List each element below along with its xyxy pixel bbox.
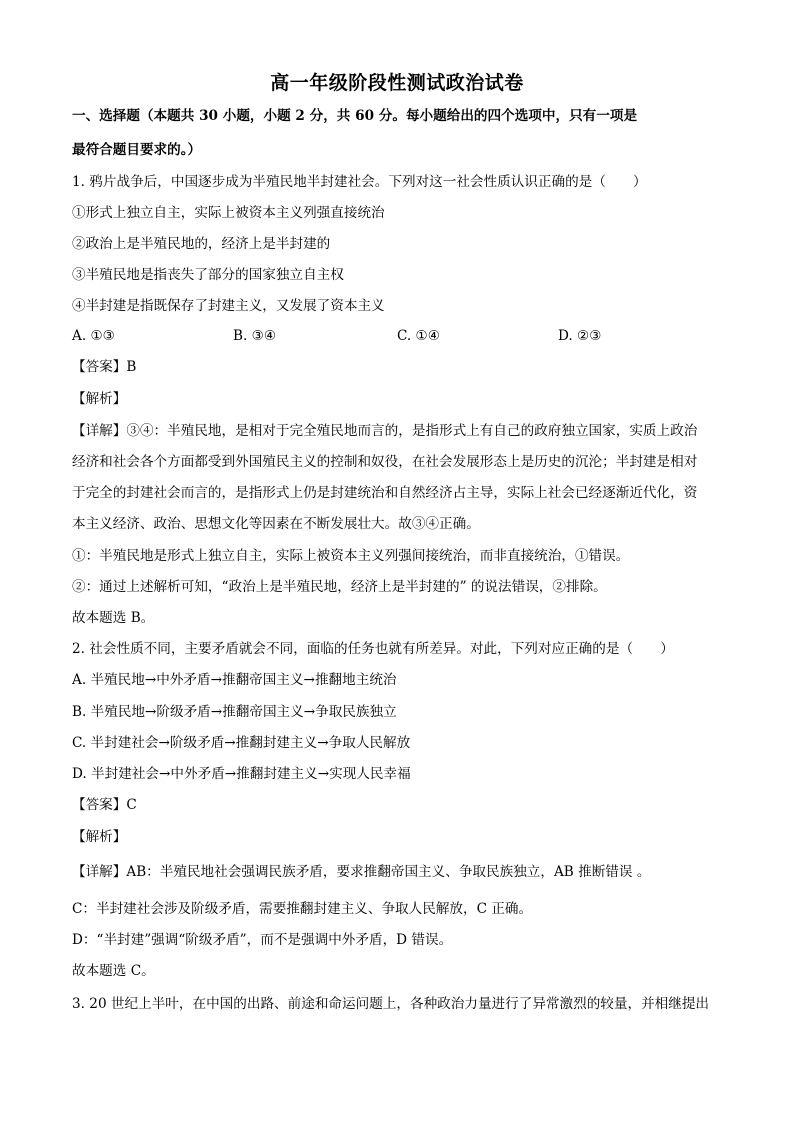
q2-detail-line-3: D：“半封建”强调“阶级矛盾”，而不是强调中外矛盾，D 错误。 [72,932,453,948]
q1-stem: 1. 鸦片战争后，中国逐步成为半殖民地半封建社会。下列对这一社会性质认识正确的是（ ） [72,174,647,190]
q2-analysis-label: 【解析】 [72,829,127,845]
q1-detail-line-1: 【详解】③④：半殖民地，是相对于完全殖民地而言的，是指形式上有自己的政府独立国家，实质上政治 [72,423,698,439]
q1-statement-1: ①形式上独立自主，实际上被资本主义列强直接统治 [72,205,385,221]
q1-options [72,326,732,346]
q1-option-a: A. ①③ [72,328,115,344]
q2-answer: 【答案】C [72,797,137,813]
q2-option-b: B. 半殖民地→阶级矛盾→推翻帝国主义→争取民族独立 [72,704,397,720]
section-heading-line-1: 一、选择题（本题共 30 小题，小题 2 分，共 60 分。每小题给出的四个选项中，只有一项是 [72,108,638,124]
q1-detail-line-6: ②：通过上述解析可知，“政治上是半殖民地，经济上是半封建的” 的说法错误，②排除。 [72,579,607,595]
q1-detail-line-2: 经济和社会各个方面都受到外国殖民主义的控制和奴役，在社会发展形态上是历史的沉沦；半封建是相对 [72,454,698,470]
q2-detail-line-2: C：半封建社会涉及阶级矛盾，需要推翻封建主义、争取人民解放，C 正确。 [72,901,533,917]
q1-statement-4: ④半封建是指既保存了封建主义，又发展了资本主义 [72,298,385,314]
q1-detail-line-7: 故本题选 B。 [72,610,155,626]
q2-detail-line-4: 故本题选 C。 [72,963,155,979]
q1-detail-line-3: 于完全的封建社会而言的，是指形式上仍是封建统治和自然经济占主导，实际上社会已经逐渐近代化，资 [72,485,698,501]
section-heading-line-2: 最符合题目要求的。） [72,142,202,158]
q1-analysis-label: 【解析】 [72,391,127,407]
q1-option-c: C. ①④ [397,328,440,344]
q2-option-d: D. 半封建社会→中外矛盾→推翻封建主义→实现人民幸福 [72,766,411,782]
q2-option-a: A. 半殖民地→中外矛盾→推翻帝国主义→推翻地主统治 [72,672,397,688]
q1-answer: 【答案】B [72,359,137,375]
q2-stem: 2. 社会性质不同，主要矛盾就会不同，面临的任务也就有所差异。对此，下列对应正确的是（ ） [72,641,674,657]
q1-option-b: B. ③④ [233,328,277,344]
q2-detail-line-1: 【详解】AB：半殖民地社会强调民族矛盾，要求推翻帝国主义、争取民族独立，AB 推断错误 。 [72,864,651,880]
q1-option-d: D. ②③ [558,328,602,344]
q1-statement-3: ③半殖民地是指丧失了部分的国家独立自主权 [72,267,344,283]
q1-detail-line-5: ①：半殖民地是形式上独立自主，实际上被资本主义列强间接统治，而非直接统治，①错误。 [72,548,630,564]
q1-detail-line-4: 本主义经济、政治、思想文化等因素在不断发展壮大。故③④正确。 [72,516,480,532]
q1-statement-2: ②政治上是半殖民地的，经济上是半封建的 [72,236,331,252]
q2-option-c: C. 半封建社会→阶级矛盾→推翻封建主义→争取人民解放 [72,735,411,751]
q3-stem: 3. 20 世纪上半叶，在中国的出路、前途和命运问题上，各种政治力量进行了异常激烈的较量，并相继提出 [72,996,710,1012]
page-title: 高一年级阶段性测试政治试卷 [270,72,524,94]
